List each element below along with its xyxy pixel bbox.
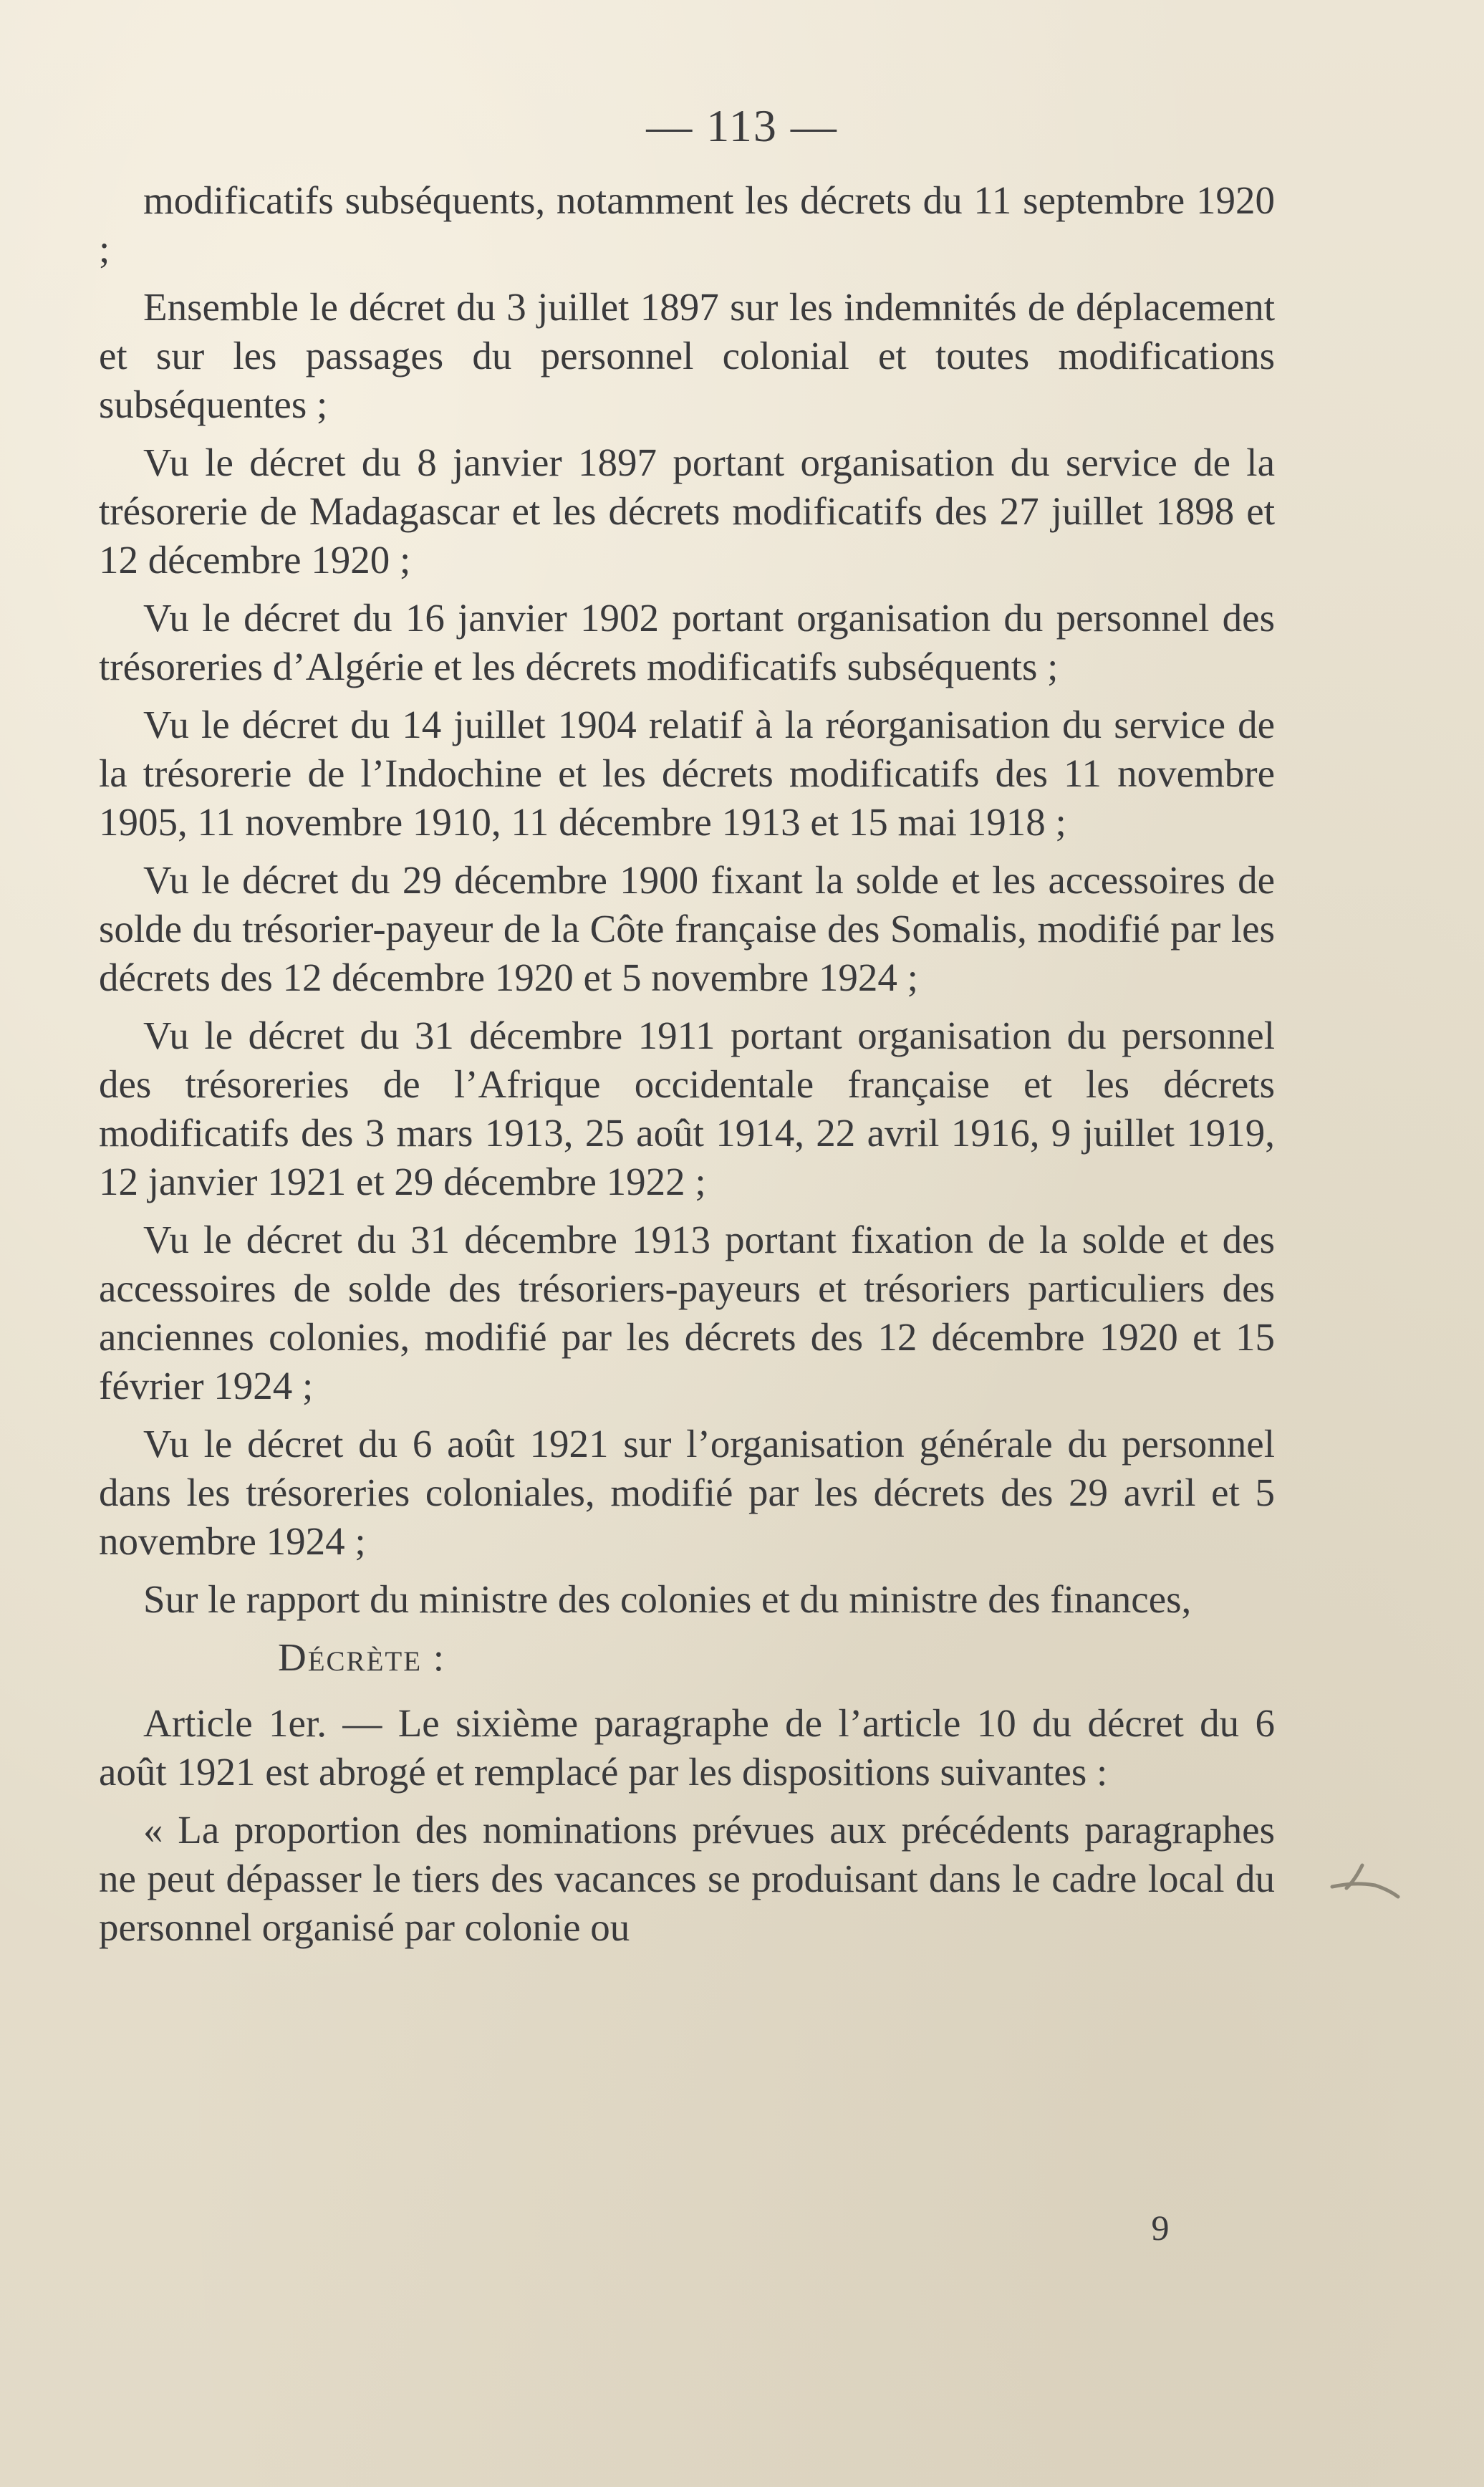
signature-mark: 9 [1151,2208,1170,2248]
paragraph-west-africa-treasury: Vu le décret du 31 décembre 1911 portant organisation du personnel des trésoreries de l’Afrique occidentale française et les décrets modificatifs des 3 mars 1913, 25 août 1914, 22 avril 1916, 9 juillet 1919, 12 janvier 1921 et 29 décembre 1922 ; [99,1014,1275,1203]
article-label: Article 1er. [143,1701,327,1745]
pencil-annotation-mark [1325,1855,1404,1905]
article-text: — Le sixième paragraphe de l’article 10 du décret du 6 août 1921 est abrogé et remplacé par les dispositions suivantes : [99,1701,1275,1794]
paragraph-travel-allowances: Ensemble le décret du 3 juillet 1897 sur les indemnités de déplacement et sur les passages du personnel colonial et toutes modifications subséquentes ; [99,285,1275,426]
paragraph-somalis-pay: Vu le décret du 29 décembre 1900 fixant la solde et les accessoires de solde du trésorier-payeur de la Côte française des Somalis, modifié par les décrets des 12 décembre 1920 et 5 novembre 1924 ; [99,858,1275,999]
paragraph-colonial-treasuries-1921: Vu le décret du 6 août 1921 sur l’organisation générale du personnel dans les trésoreries coloniales, modifié par les décrets des 29 avril et 5 novembre 1924 ; [99,1422,1275,1563]
paragraph-madagascar-treasury: Vu le décret du 8 janvier 1897 portant organisation du service de la trésorerie de Madagascar et les décrets modificatifs des 27 juillet 1898 et 12 décembre 1920 ; [99,441,1275,582]
page-number: — 113 — [646,100,838,151]
paragraph-ministers-report: Sur le rapport du ministre des colonies et du ministre des finances, [143,1577,1192,1621]
quoted-provision: « La proportion des nominations prévues aux précédents paragraphes ne peut dépasser le tiers des vacances se produisant dans le cadre local du personnel organisé par colonie ou [99,1808,1275,1949]
paragraph-indochina-treasury: Vu le décret du 14 juillet 1904 relatif à la réorganisation du service de la trésorerie de l’Indochine et les décrets modificatifs des 11 novembre 1905, 11 novembre 1910, 11 décembre 1913 et 15 mai 1918 ; [99,703,1275,844]
paragraph-algeria-treasury: Vu le décret du 16 janvier 1902 portant organisation du personnel des trésoreries d’Algérie et les décrets modificatifs subséquents ; [99,596,1275,688]
article-1 [99,1699,1275,1796]
paragraph-old-colonies-pay: Vu le décret du 31 décembre 1913 portant fixation de la solde et des accessoires de solde des trésoriers-payeurs et trésoriers particuliers des anciennes colonies, modifié par les décrets des 12 décembre 1920 et 15 février 1924 ; [99,1218,1275,1408]
body-text [99,176,1275,1961]
decree-heading: Décrète : [278,1635,446,1679]
paragraph-preamble-continued: modificatifs subséquents, notamment les décrets du 11 septembre 1920 ; [99,178,1275,271]
